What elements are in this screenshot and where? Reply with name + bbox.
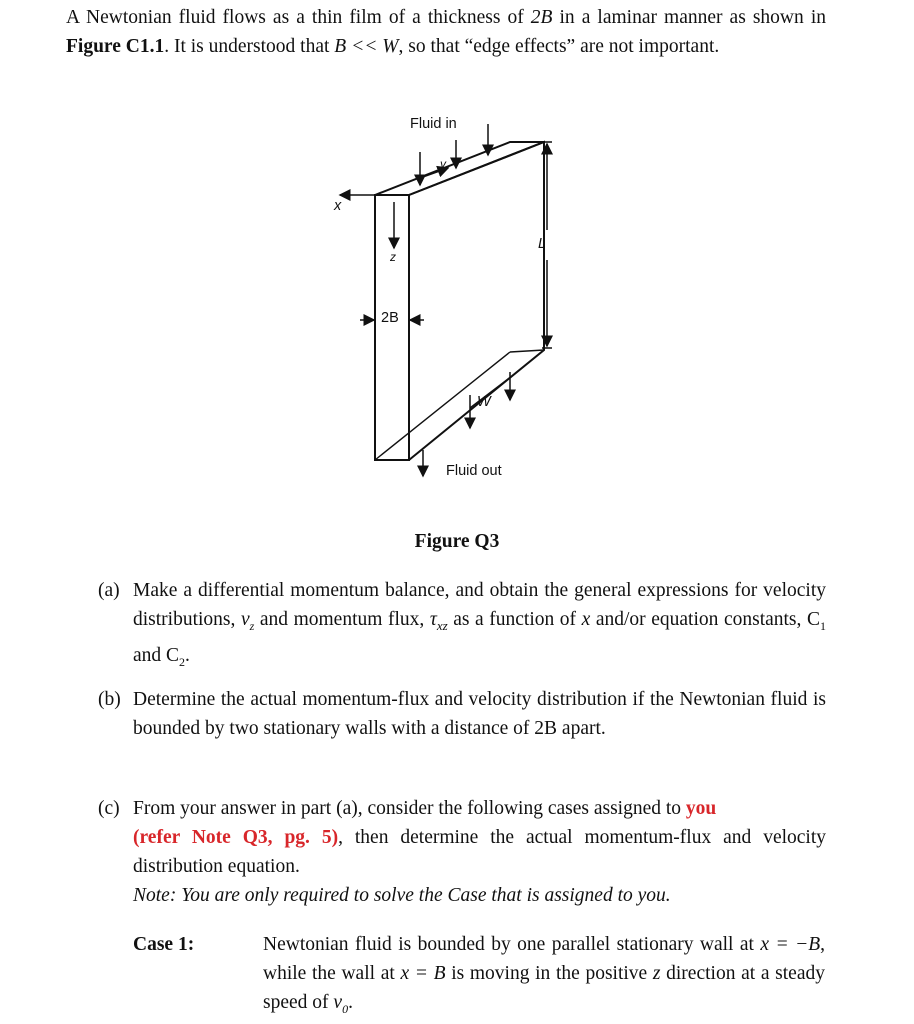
fluid-out-label: Fluid out [446, 463, 502, 479]
intro-paragraph [66, 3, 826, 61]
question-part-a: (a) Make a differential momentum balance, and obtain the general expressions for velocity distributions, $v_z$ and momentum flux, $\tau_{xz}$ as a function of x and/or equation constants, $C_1$ and $C_2$. [98, 576, 826, 677]
width-label: W [477, 394, 491, 410]
thickness-label: 2B [381, 310, 399, 326]
part-b-marker: (b) [98, 689, 121, 710]
assigned-you: you [685, 798, 717, 819]
case-1-label: Case 1: [133, 934, 195, 955]
part-b-text: Determine the actual momentum-flux and velocity distribution if the Newtonian fluid is bounded by two stationary walls with a distance of 2B apart. [133, 689, 826, 739]
flow-diagram-svg [320, 110, 580, 490]
intro-text-2: in a laminar manner as shown in [552, 7, 826, 28]
front-face [375, 195, 409, 460]
intro-text-3: . It is understood that [164, 36, 335, 57]
intro-thickness: 2B [530, 7, 553, 28]
case-1-equation-1: x = −B [760, 934, 821, 955]
v0-symbol: $v_0$ [333, 992, 349, 1016]
tau-symbol: $\tau_{xz}$ [429, 609, 448, 633]
case-1-description: Newtonian fluid is bounded by one parallel stationary wall at x = −B, while the wall at x = B is moving in the positive z direction at a steady speed of $v_0$. [263, 934, 825, 1016]
part-c-marker: (c) [98, 798, 120, 819]
intro-text-4: , so that “edge effects” are not important. [398, 36, 720, 57]
fluid-in-label: Fluid in [410, 116, 457, 132]
question-part-c: (c) From your answer in part (a), consider the following cases assigned to you (refer Note Q3, pg. 5), then determine the actual momentum-flux and velocity distribution equation. Note: You are only required to solve the Case that is assigned to you. [98, 794, 826, 910]
length-label: L [538, 236, 547, 252]
top-face [375, 142, 544, 195]
vz-symbol: $v_z$ [240, 609, 255, 633]
flow-diagram [320, 110, 580, 490]
figure-reference: Figure C1.1 [66, 36, 165, 57]
figure-caption: Figure Q3 [414, 531, 500, 552]
y-axis-label: y [440, 157, 446, 171]
note-reference: (refer Note Q3, pg. 5) [133, 827, 339, 848]
case-1-equation-2: x = B [400, 963, 446, 984]
intro-text-1: A Newtonian fluid flows as a thin film of a thickness of [66, 7, 531, 28]
part-c-note: Note: You are only required to solve the Case that is assigned to you. [133, 885, 671, 906]
question-part-b [98, 685, 826, 743]
side-face [409, 142, 547, 460]
intro-condition: B << W [334, 36, 399, 57]
x-axis-label: x [334, 198, 342, 214]
z-axis-label: z [390, 250, 396, 264]
part-a-marker: (a) [98, 580, 120, 601]
